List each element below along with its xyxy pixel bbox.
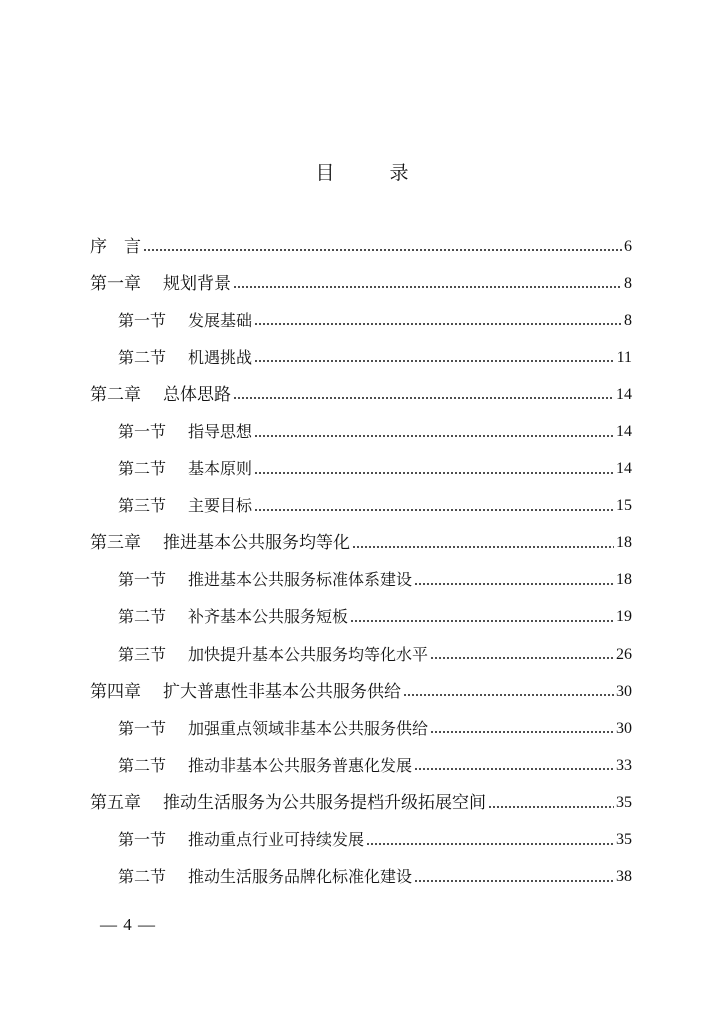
toc-chapter-entry[interactable] bbox=[90, 784, 632, 821]
toc-section-entry[interactable] bbox=[90, 710, 632, 747]
toc-entry-title: 加快提升基本公共服务均等化水平 bbox=[188, 644, 429, 664]
toc-page-number: 30 bbox=[616, 682, 632, 700]
toc-entry-label bbox=[90, 236, 141, 258]
toc-title: 目 录 bbox=[315, 162, 427, 184]
toc-entry-title: 扩大普惠性非基本公共服务供给 bbox=[163, 681, 401, 702]
dot-leader bbox=[414, 873, 614, 885]
toc-page-number: 15 bbox=[616, 497, 632, 515]
dot-leader bbox=[233, 279, 622, 291]
page-footer-number: — 4 — bbox=[100, 915, 156, 934]
dot-leader bbox=[352, 539, 614, 551]
toc-entry-number: 第三章 bbox=[90, 533, 141, 554]
toc-entry-number: 第一节 bbox=[118, 570, 167, 590]
dot-leader bbox=[430, 650, 614, 662]
toc-page-number: 26 bbox=[616, 645, 632, 663]
toc-entry-label bbox=[90, 384, 231, 406]
dot-leader bbox=[366, 836, 614, 848]
dot-leader bbox=[254, 428, 614, 440]
toc-entry-number: 第三节 bbox=[118, 644, 167, 664]
dot-leader bbox=[488, 799, 614, 811]
toc-entry-number: 第二节 bbox=[118, 867, 167, 887]
toc-section-entry[interactable] bbox=[90, 859, 632, 896]
toc-page-number: 38 bbox=[616, 868, 632, 886]
toc-entry-label bbox=[90, 273, 231, 295]
dot-leader bbox=[254, 465, 614, 477]
dot-leader bbox=[403, 687, 614, 699]
toc-entry-number: 第一节 bbox=[118, 718, 167, 738]
toc-entry-number: 第一章 bbox=[90, 273, 141, 294]
dot-leader bbox=[414, 576, 614, 588]
toc-section-entry[interactable] bbox=[90, 822, 632, 859]
toc-entry-title: 推进基本公共服务均等化 bbox=[163, 533, 350, 554]
toc-entry-label bbox=[118, 569, 412, 591]
toc-section-entry[interactable] bbox=[90, 451, 632, 488]
toc-page-number: 33 bbox=[616, 756, 632, 774]
dot-leader bbox=[254, 502, 614, 514]
toc-entry-title: 补齐基本公共服务短板 bbox=[188, 607, 349, 627]
toc-entry-number: 第二节 bbox=[118, 607, 167, 627]
toc-page-number: 30 bbox=[616, 719, 632, 737]
toc-entry-label bbox=[90, 532, 350, 554]
toc-entry-title: 推动生活服务为公共服务提档升级拓展空间 bbox=[163, 792, 486, 813]
dot-leader bbox=[254, 316, 622, 328]
toc-entry-label bbox=[118, 495, 252, 517]
toc-section-entry[interactable] bbox=[90, 302, 632, 339]
toc-entry-number: 第二节 bbox=[118, 755, 167, 775]
dot-leader bbox=[233, 390, 614, 402]
toc-entry-number: 第一节 bbox=[118, 422, 167, 442]
toc-entry-number: 第二节 bbox=[118, 459, 167, 479]
toc-entry-label bbox=[118, 606, 348, 628]
toc-entry-number: 第一节 bbox=[118, 830, 167, 850]
toc-section-entry[interactable] bbox=[90, 339, 632, 376]
toc-page-number: 18 bbox=[616, 534, 632, 552]
toc-entry-label bbox=[118, 755, 412, 777]
dot-leader bbox=[430, 724, 614, 736]
toc-entry-label bbox=[118, 718, 428, 740]
toc-entry-number: 第二章 bbox=[90, 384, 141, 405]
toc-page-number: 19 bbox=[616, 608, 632, 626]
dot-leader bbox=[414, 761, 614, 773]
toc-entry-title: 指导思想 bbox=[188, 422, 253, 442]
toc-chapter-entry[interactable] bbox=[90, 673, 632, 710]
toc-entry-label bbox=[118, 310, 252, 332]
toc-page-number: 35 bbox=[616, 793, 632, 811]
toc-entry-number: 第三节 bbox=[118, 496, 167, 516]
toc-page-number: 14 bbox=[616, 460, 632, 478]
toc-entry-label bbox=[118, 458, 252, 480]
toc-entry-number: 第五章 bbox=[90, 792, 141, 813]
toc-chapter-entry[interactable] bbox=[90, 525, 632, 562]
toc-entry-title: 发展基础 bbox=[188, 310, 253, 330]
toc-entry-label bbox=[118, 421, 252, 443]
toc-page-number: 14 bbox=[616, 423, 632, 441]
toc-entry-title: 推动非基本公共服务普惠化发展 bbox=[188, 755, 413, 775]
toc-entry-number: 第二节 bbox=[118, 347, 167, 367]
toc-entry-title: 推动重点行业可持续发展 bbox=[188, 830, 365, 850]
toc-section-entry[interactable] bbox=[90, 599, 632, 636]
toc-chapter-entry[interactable] bbox=[90, 228, 632, 265]
toc-section-entry[interactable] bbox=[90, 636, 632, 673]
toc-entry-title: 推动生活服务品牌化标准化建设 bbox=[188, 867, 413, 887]
toc-chapter-entry[interactable] bbox=[90, 376, 632, 413]
toc-section-entry[interactable] bbox=[90, 747, 632, 784]
toc-section-entry[interactable] bbox=[90, 488, 632, 525]
toc-page-number: 14 bbox=[616, 385, 632, 403]
toc-entry-title: 机遇挑战 bbox=[188, 347, 253, 367]
toc-section-entry[interactable] bbox=[90, 562, 632, 599]
toc-page-number: 6 bbox=[624, 237, 632, 255]
toc-entry-label bbox=[90, 792, 486, 814]
toc-entry-label bbox=[118, 866, 412, 888]
toc-entry-number: 第一节 bbox=[118, 310, 167, 330]
toc-page-number: 8 bbox=[624, 311, 632, 329]
dot-leader bbox=[254, 353, 615, 365]
dot-leader bbox=[350, 613, 614, 625]
toc-entry-label bbox=[118, 829, 364, 851]
toc-entry-label bbox=[90, 681, 401, 703]
toc-entry-title: 主要目标 bbox=[188, 496, 253, 516]
toc-entry-number: 第四章 bbox=[90, 681, 141, 702]
toc-page-number: 18 bbox=[616, 571, 632, 589]
toc-entry-title: 规划背景 bbox=[163, 273, 231, 294]
toc-entry-title: 推进基本公共服务标准体系建设 bbox=[188, 570, 413, 590]
toc-section-entry[interactable] bbox=[90, 413, 632, 450]
toc-entry-title: 基本原则 bbox=[188, 459, 253, 479]
toc-entry-label bbox=[118, 347, 252, 369]
dot-leader bbox=[143, 242, 622, 254]
toc-page-number: 35 bbox=[616, 831, 632, 849]
toc-entry-title: 加强重点领域非基本公共服务供给 bbox=[188, 718, 429, 738]
toc-entry-number: 序 言 bbox=[90, 236, 141, 257]
toc-page-number: 11 bbox=[616, 348, 632, 366]
toc-entry-title: 总体思路 bbox=[163, 384, 231, 405]
table-of-contents bbox=[90, 228, 632, 896]
toc-chapter-entry[interactable] bbox=[90, 265, 632, 302]
toc-entry-label bbox=[118, 644, 428, 666]
toc-page-number: 8 bbox=[624, 274, 632, 292]
